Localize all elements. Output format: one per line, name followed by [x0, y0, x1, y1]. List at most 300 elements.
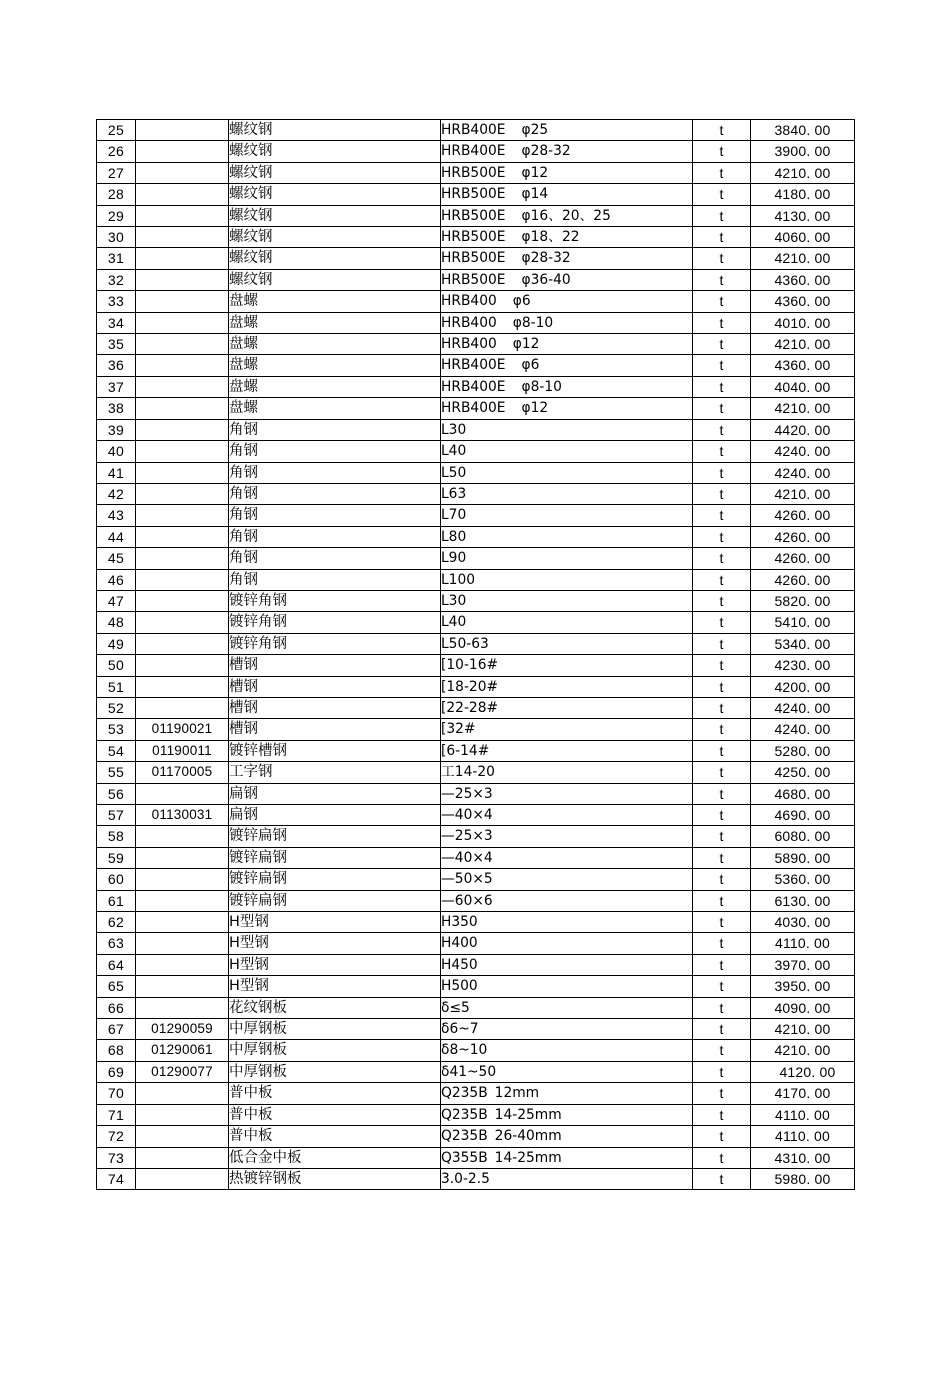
- cell-name: 角钢: [229, 441, 441, 462]
- spec-main: —25×3: [441, 828, 493, 845]
- cell-price: 4240. 00: [751, 719, 855, 740]
- cell-price: 4110. 00: [751, 1126, 855, 1147]
- table-row: [97, 1083, 855, 1104]
- cell-name: 角钢: [229, 419, 441, 440]
- cell-code: [136, 141, 229, 162]
- table-row: [97, 783, 855, 804]
- cell-code: [136, 912, 229, 933]
- cell-name: 角钢: [229, 462, 441, 483]
- spec-detail: φ14: [521, 186, 549, 203]
- cell-unit: t: [693, 719, 751, 740]
- cell-code: [136, 1168, 229, 1189]
- cell-no: 70: [97, 1083, 136, 1104]
- cell-price: 4090. 00: [751, 997, 855, 1018]
- cell-no: 50: [97, 655, 136, 676]
- cell-price: 4110. 00: [751, 933, 855, 954]
- spec-detail: 14-25mm: [494, 1149, 562, 1166]
- cell-spec: [441, 933, 693, 954]
- cell-unit: t: [693, 1104, 751, 1125]
- spec-detail: φ12: [521, 400, 549, 417]
- cell-unit: t: [693, 783, 751, 804]
- spec-main: L30: [441, 592, 467, 609]
- cell-no: 68: [97, 1040, 136, 1061]
- cell-code: [136, 676, 229, 697]
- cell-name: 中厚钢板: [229, 1040, 441, 1061]
- cell-price: 4250. 00: [751, 762, 855, 783]
- cell-unit: t: [693, 1040, 751, 1061]
- table-row: [97, 205, 855, 226]
- cell-name: 槽钢: [229, 719, 441, 740]
- cell-price: 4110. 00: [751, 1104, 855, 1125]
- cell-spec: [441, 141, 693, 162]
- cell-price: 4130. 00: [751, 205, 855, 226]
- cell-spec: [441, 184, 693, 205]
- table-row: [97, 162, 855, 183]
- spec-detail: φ25: [521, 122, 549, 138]
- table-row: [97, 826, 855, 847]
- cell-no: 60: [97, 869, 136, 890]
- spec-main: HRB400E: [441, 378, 506, 395]
- cell-code: 01190011: [136, 740, 229, 761]
- table-row: [97, 419, 855, 440]
- table-row: [97, 141, 855, 162]
- table-row: [97, 954, 855, 975]
- cell-no: 56: [97, 783, 136, 804]
- cell-spec: [441, 1168, 693, 1189]
- cell-unit: t: [693, 912, 751, 933]
- spec-detail: φ12: [512, 336, 540, 353]
- cell-spec: [441, 376, 693, 397]
- cell-no: 40: [97, 441, 136, 462]
- cell-unit: t: [693, 1147, 751, 1168]
- spec-main: L90: [441, 550, 467, 567]
- cell-code: [136, 1083, 229, 1104]
- cell-spec: [441, 762, 693, 783]
- cell-spec: [441, 805, 693, 826]
- cell-name: H型钢: [229, 976, 441, 997]
- table-row: [97, 1104, 855, 1125]
- cell-unit: t: [693, 205, 751, 226]
- spec-main: [22-28#: [441, 699, 499, 716]
- cell-spec: [441, 1104, 693, 1125]
- cell-price: 5820. 00: [751, 590, 855, 611]
- table-row: [97, 569, 855, 590]
- cell-name: 普中板: [229, 1083, 441, 1104]
- spec-main: δ≤5: [441, 999, 470, 1016]
- cell-price: 5360. 00: [751, 869, 855, 890]
- cell-price: 4180. 00: [751, 184, 855, 205]
- cell-no: 49: [97, 633, 136, 654]
- cell-unit: t: [693, 398, 751, 419]
- cell-unit: t: [693, 869, 751, 890]
- spec-main: 3.0-2.5: [441, 1170, 490, 1187]
- spec-main: δ6~7: [441, 1021, 479, 1038]
- cell-spec: [441, 1019, 693, 1040]
- cell-code: [136, 227, 229, 248]
- spec-main: [6-14#: [441, 742, 490, 759]
- cell-unit: t: [693, 1083, 751, 1104]
- cell-name: 螺纹钢: [229, 162, 441, 183]
- spec-main: HRB500E: [441, 250, 506, 267]
- cell-price: 4240. 00: [751, 697, 855, 718]
- spec-detail: 26-40mm: [494, 1128, 562, 1145]
- cell-price: 4210. 00: [751, 483, 855, 504]
- spec-main: L40: [441, 443, 467, 460]
- cell-code: [136, 162, 229, 183]
- cell-price: 4260. 00: [751, 505, 855, 526]
- cell-name: 盘螺: [229, 398, 441, 419]
- spec-main: Q235B: [441, 1128, 488, 1145]
- cell-price: 4120. 00: [751, 1061, 855, 1082]
- cell-price: 3900. 00: [751, 141, 855, 162]
- table-row: [97, 612, 855, 633]
- cell-price: 4210. 00: [751, 1040, 855, 1061]
- cell-code: [136, 312, 229, 333]
- cell-name: 角钢: [229, 548, 441, 569]
- cell-name: 工字钢: [229, 762, 441, 783]
- cell-price: 4060. 00: [751, 227, 855, 248]
- cell-name: 槽钢: [229, 676, 441, 697]
- cell-price: 4230. 00: [751, 655, 855, 676]
- cell-no: 53: [97, 719, 136, 740]
- cell-name: 盘螺: [229, 312, 441, 333]
- cell-no: 46: [97, 569, 136, 590]
- table-row: [97, 334, 855, 355]
- spec-main: HRB400: [441, 293, 497, 310]
- cell-name: 螺纹钢: [229, 227, 441, 248]
- cell-name: 镀锌扁钢: [229, 869, 441, 890]
- cell-spec: [441, 462, 693, 483]
- cell-unit: t: [693, 505, 751, 526]
- cell-unit: t: [693, 976, 751, 997]
- cell-name: 盘螺: [229, 334, 441, 355]
- cell-no: 65: [97, 976, 136, 997]
- cell-price: 4030. 00: [751, 912, 855, 933]
- spec-main: Q235B: [441, 1085, 488, 1102]
- spec-main: —50×5: [441, 871, 493, 888]
- cell-name: 扁钢: [229, 783, 441, 804]
- cell-spec: [441, 997, 693, 1018]
- cell-price: 3950. 00: [751, 976, 855, 997]
- table-row: [97, 719, 855, 740]
- cell-code: 01290061: [136, 1040, 229, 1061]
- cell-unit: t: [693, 334, 751, 355]
- cell-price: 6080. 00: [751, 826, 855, 847]
- cell-price: 4260. 00: [751, 526, 855, 547]
- table-row: [97, 997, 855, 1018]
- cell-price: 4240. 00: [751, 441, 855, 462]
- cell-unit: t: [693, 676, 751, 697]
- cell-code: [136, 548, 229, 569]
- cell-no: 48: [97, 612, 136, 633]
- cell-no: 71: [97, 1104, 136, 1125]
- cell-name: 花纹钢板: [229, 997, 441, 1018]
- table-row: [97, 441, 855, 462]
- cell-price: 4680. 00: [751, 783, 855, 804]
- cell-code: [136, 869, 229, 890]
- cell-spec: [441, 398, 693, 419]
- spec-detail: φ28-32: [521, 250, 571, 267]
- cell-spec: [441, 205, 693, 226]
- cell-name: 角钢: [229, 526, 441, 547]
- spec-main: HRB400: [441, 314, 497, 331]
- cell-unit: t: [693, 826, 751, 847]
- cell-price: 4210. 00: [751, 162, 855, 183]
- cell-spec: [441, 847, 693, 868]
- cell-unit: t: [693, 890, 751, 911]
- cell-price: 5980. 00: [751, 1168, 855, 1189]
- cell-unit: t: [693, 462, 751, 483]
- cell-code: [136, 612, 229, 633]
- cell-name: 盘螺: [229, 355, 441, 376]
- spec-main: HRB500E: [441, 271, 506, 288]
- cell-price: 4260. 00: [751, 569, 855, 590]
- table-row: [97, 376, 855, 397]
- cell-spec: [441, 569, 693, 590]
- cell-code: [136, 655, 229, 676]
- cell-unit: t: [693, 740, 751, 761]
- cell-code: [136, 505, 229, 526]
- cell-unit: t: [693, 548, 751, 569]
- spec-main: —40×4: [441, 849, 493, 866]
- cell-unit: t: [693, 141, 751, 162]
- spec-main: L30: [441, 421, 467, 438]
- cell-code: [136, 355, 229, 376]
- cell-no: 61: [97, 890, 136, 911]
- cell-no: 39: [97, 419, 136, 440]
- table-row: [97, 398, 855, 419]
- cell-price: 4690. 00: [751, 805, 855, 826]
- cell-unit: t: [693, 633, 751, 654]
- cell-price: 3840. 00: [751, 120, 855, 141]
- cell-code: 01170005: [136, 762, 229, 783]
- cell-code: [136, 1104, 229, 1125]
- spec-detail: φ36-40: [521, 271, 571, 288]
- table-row: [97, 184, 855, 205]
- cell-unit: t: [693, 997, 751, 1018]
- table-row: [97, 912, 855, 933]
- cell-no: 57: [97, 805, 136, 826]
- cell-name: 镀锌角钢: [229, 590, 441, 611]
- cell-unit: t: [693, 248, 751, 269]
- cell-spec: [441, 1061, 693, 1082]
- cell-name: 镀锌扁钢: [229, 847, 441, 868]
- table-row: [97, 633, 855, 654]
- table-row: [97, 976, 855, 997]
- cell-spec: [441, 826, 693, 847]
- cell-name: 普中板: [229, 1104, 441, 1125]
- cell-unit: t: [693, 355, 751, 376]
- spec-main: H450: [441, 956, 478, 973]
- cell-no: 26: [97, 141, 136, 162]
- cell-spec: [441, 441, 693, 462]
- table-row: [97, 505, 855, 526]
- cell-no: 42: [97, 483, 136, 504]
- cell-no: 62: [97, 912, 136, 933]
- cell-code: [136, 398, 229, 419]
- cell-code: [136, 483, 229, 504]
- cell-spec: [441, 740, 693, 761]
- cell-code: 01130031: [136, 805, 229, 826]
- spec-main: Q235B: [441, 1106, 488, 1123]
- cell-name: 热镀锌钢板: [229, 1168, 441, 1189]
- cell-price: 4210. 00: [751, 1019, 855, 1040]
- table-row: [97, 120, 855, 141]
- spec-main: L40: [441, 614, 467, 631]
- cell-unit: t: [693, 1019, 751, 1040]
- cell-spec: [441, 697, 693, 718]
- cell-code: [136, 847, 229, 868]
- cell-no: 51: [97, 676, 136, 697]
- cell-code: [136, 976, 229, 997]
- cell-code: [136, 269, 229, 290]
- spec-main: L63: [441, 485, 467, 502]
- cell-unit: t: [693, 162, 751, 183]
- table-row: [97, 590, 855, 611]
- table-body: [97, 120, 855, 1190]
- cell-no: 32: [97, 269, 136, 290]
- cell-spec: [441, 312, 693, 333]
- table-row: [97, 291, 855, 312]
- spec-main: HRB400E: [441, 357, 506, 374]
- cell-spec: [441, 676, 693, 697]
- cell-spec: [441, 612, 693, 633]
- spec-main: —40×4: [441, 807, 493, 823]
- cell-name: 镀锌角钢: [229, 612, 441, 633]
- table-row: [97, 740, 855, 761]
- cell-name: 角钢: [229, 569, 441, 590]
- cell-code: [136, 783, 229, 804]
- cell-name: 角钢: [229, 505, 441, 526]
- spec-main: HRB400: [441, 336, 497, 353]
- cell-price: 4040. 00: [751, 376, 855, 397]
- cell-no: 66: [97, 997, 136, 1018]
- price-table-container: [96, 119, 854, 1190]
- cell-spec: [441, 1040, 693, 1061]
- cell-name: 盘螺: [229, 291, 441, 312]
- cell-price: 3970. 00: [751, 954, 855, 975]
- cell-code: [136, 184, 229, 205]
- cell-name: 螺纹钢: [229, 269, 441, 290]
- cell-price: 4360. 00: [751, 291, 855, 312]
- cell-code: [136, 462, 229, 483]
- cell-code: [136, 633, 229, 654]
- cell-code: [136, 205, 229, 226]
- cell-spec: [441, 291, 693, 312]
- material-price-table: [96, 119, 855, 1190]
- table-row: [97, 933, 855, 954]
- cell-price: 4420. 00: [751, 419, 855, 440]
- spec-detail: φ12: [521, 164, 549, 181]
- cell-spec: [441, 633, 693, 654]
- spec-main: —25×3: [441, 785, 493, 802]
- cell-name: 螺纹钢: [229, 205, 441, 226]
- spec-main: L50-63: [441, 635, 489, 652]
- cell-no: 58: [97, 826, 136, 847]
- cell-code: [136, 997, 229, 1018]
- table-row: [97, 1040, 855, 1061]
- spec-main: H500: [441, 978, 478, 995]
- cell-price: 6130. 00: [751, 890, 855, 911]
- cell-spec: [441, 655, 693, 676]
- cell-spec: [441, 976, 693, 997]
- spec-detail: 14-25mm: [494, 1106, 562, 1123]
- spec-main: HRB500E: [441, 229, 506, 246]
- spec-main: HRB400E: [441, 143, 506, 160]
- cell-code: [136, 826, 229, 847]
- cell-no: 55: [97, 762, 136, 783]
- spec-detail: φ8-10: [512, 314, 554, 331]
- cell-spec: [441, 355, 693, 376]
- cell-price: 4210. 00: [751, 398, 855, 419]
- cell-no: 25: [97, 120, 136, 141]
- cell-spec: [441, 227, 693, 248]
- cell-no: 34: [97, 312, 136, 333]
- spec-main: H350: [441, 914, 478, 931]
- cell-code: [136, 954, 229, 975]
- cell-price: 5340. 00: [751, 633, 855, 654]
- cell-price: 4210. 00: [751, 334, 855, 355]
- table-row: [97, 269, 855, 290]
- table-row: [97, 805, 855, 826]
- cell-price: 5280. 00: [751, 740, 855, 761]
- cell-price: 4360. 00: [751, 269, 855, 290]
- cell-name: 镀锌角钢: [229, 633, 441, 654]
- spec-main: Q355B: [441, 1149, 488, 1166]
- table-row: [97, 526, 855, 547]
- spec-main: HRB500E: [441, 207, 506, 224]
- cell-unit: t: [693, 569, 751, 590]
- cell-code: [136, 419, 229, 440]
- cell-spec: [441, 590, 693, 611]
- cell-unit: t: [693, 847, 751, 868]
- cell-price: 4360. 00: [751, 355, 855, 376]
- table-row: [97, 655, 855, 676]
- cell-price: 4210. 00: [751, 248, 855, 269]
- spec-main: L70: [441, 507, 467, 524]
- cell-unit: t: [693, 291, 751, 312]
- spec-main: —60×6: [441, 892, 493, 909]
- table-row: [97, 890, 855, 911]
- cell-unit: t: [693, 1126, 751, 1147]
- cell-code: [136, 697, 229, 718]
- table-row: [97, 548, 855, 569]
- cell-name: H型钢: [229, 954, 441, 975]
- cell-code: 01190021: [136, 719, 229, 740]
- cell-no: 43: [97, 505, 136, 526]
- cell-no: 54: [97, 740, 136, 761]
- cell-spec: [441, 162, 693, 183]
- cell-price: 4310. 00: [751, 1147, 855, 1168]
- cell-no: 44: [97, 526, 136, 547]
- table-row: [97, 1019, 855, 1040]
- cell-code: [136, 933, 229, 954]
- cell-unit: t: [693, 1168, 751, 1189]
- cell-unit: t: [693, 312, 751, 333]
- cell-spec: [441, 120, 693, 141]
- cell-code: [136, 1147, 229, 1168]
- cell-spec: [441, 912, 693, 933]
- table-row: [97, 1061, 855, 1082]
- cell-spec: [441, 954, 693, 975]
- cell-unit: t: [693, 441, 751, 462]
- spec-main: HRB500E: [441, 186, 506, 203]
- cell-name: 槽钢: [229, 655, 441, 676]
- cell-code: [136, 248, 229, 269]
- cell-spec: [441, 334, 693, 355]
- cell-unit: t: [693, 697, 751, 718]
- cell-unit: t: [693, 227, 751, 248]
